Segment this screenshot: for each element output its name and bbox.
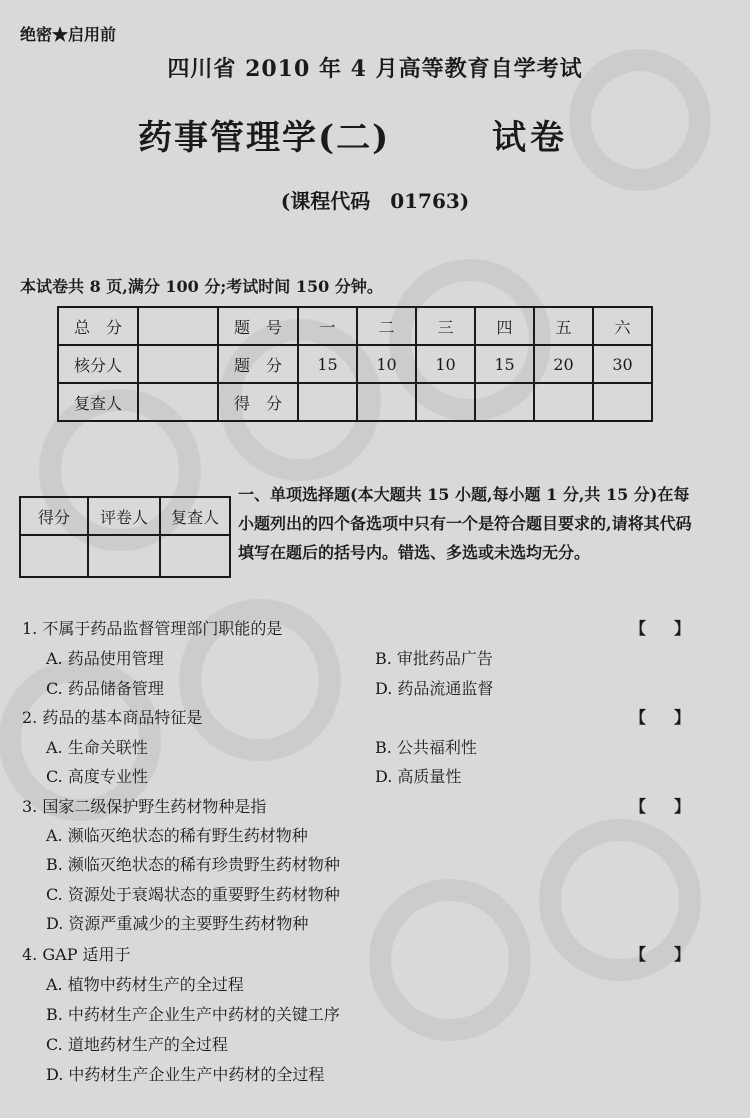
answer-bracket: 【】 — [630, 708, 719, 727]
grader-header-cell: 评卷人 — [88, 497, 160, 535]
option: C. 高度专业性 — [46, 767, 148, 786]
answer-bracket: 【】 — [630, 619, 719, 638]
grader-table-blank-row — [20, 535, 230, 577]
score-cell: 四 — [475, 307, 534, 345]
score-cell: 题 分 — [218, 345, 298, 383]
score-cell — [416, 383, 475, 421]
option: C. 药品储备管理 — [46, 679, 164, 698]
score-cell: 得 分 — [218, 383, 298, 421]
score-cell: 五 — [534, 307, 593, 345]
question-text: 1. 不属于药品监督管理部门职能的是 — [22, 619, 283, 638]
option: D. 高质量性 — [375, 767, 462, 786]
option: B. 公共福利性 — [375, 738, 477, 757]
option: C. 资源处于衰竭状态的重要野生药材物种 — [46, 885, 340, 904]
score-cell: 复查人 — [58, 383, 138, 421]
paper-label: 试卷 — [492, 118, 568, 158]
section-one-instructions: 一、单项选择题(本大题共 15 小题,每小题 1 分,共 15 分)在每小题列出的四个备选项中只有一个是符合题目要求的,请将其代码填写在题后的括号内。错选、多选或未选均无分。 — [238, 485, 692, 562]
score-cell — [138, 383, 218, 421]
score-cell: 题 号 — [218, 307, 298, 345]
score-cell: 总 分 — [58, 307, 138, 345]
score-table — [57, 306, 653, 422]
grader-header-cell: 复查人 — [160, 497, 230, 535]
score-cell — [593, 383, 652, 421]
option: B. 中药材生产企业生产中药材的关键工序 — [46, 1005, 340, 1024]
score-cell: 30 — [593, 345, 652, 383]
option: A. 药品使用管理 — [46, 649, 164, 668]
grader-blank-cell — [160, 535, 230, 577]
answer-bracket: 【】 — [630, 797, 719, 816]
score-cell: 10 — [357, 345, 416, 383]
score-cell: 10 — [416, 345, 475, 383]
score-cell: 15 — [298, 345, 357, 383]
score-table-row — [58, 307, 652, 345]
score-cell: 三 — [416, 307, 475, 345]
score-cell — [138, 307, 218, 345]
score-cell — [138, 345, 218, 383]
score-cell: 二 — [357, 307, 416, 345]
score-cell: 15 — [475, 345, 534, 383]
course-code: (课程代码 01763) — [280, 189, 470, 213]
secret-mark: 绝密★启用前 — [20, 25, 117, 44]
option: A. 濒临灭绝状态的稀有野生药材物种 — [46, 826, 308, 845]
score-cell — [357, 383, 416, 421]
option: A. 植物中药材生产的全过程 — [46, 975, 244, 994]
score-cell: 20 — [534, 345, 593, 383]
question-text: 4. GAP 适用于 — [22, 945, 131, 964]
grader-blank-cell — [20, 535, 88, 577]
score-cell — [534, 383, 593, 421]
question-text: 2. 药品的基本商品特征是 — [22, 708, 203, 727]
score-cell: 六 — [593, 307, 652, 345]
option: D. 中药材生产企业生产中药材的全过程 — [46, 1065, 325, 1084]
score-cell — [475, 383, 534, 421]
option: D. 药品流通监督 — [375, 679, 494, 698]
score-cell: 核分人 — [58, 345, 138, 383]
score-table-row — [58, 345, 652, 383]
option: B. 审批药品广告 — [375, 649, 493, 668]
grader-table-header — [20, 497, 230, 535]
question-text: 3. 国家二级保护野生药材物种是指 — [22, 797, 267, 816]
score-cell — [298, 383, 357, 421]
option: A. 生命关联性 — [46, 738, 148, 757]
exam-title: 四川省 2010 年 4 月高等教育自学考试 — [167, 56, 583, 82]
option: B. 濒临灭绝状态的稀有珍贵野生药材物种 — [46, 855, 340, 874]
subject-title: 药事管理学(二) — [138, 118, 391, 158]
option: C. 道地药材生产的全过程 — [46, 1035, 228, 1054]
grader-table — [19, 496, 231, 578]
score-table-row — [58, 383, 652, 421]
score-cell: 一 — [298, 307, 357, 345]
grader-blank-cell — [88, 535, 160, 577]
exam-info: 本试卷共 8 页,满分 100 分;考试时间 150 分钟。 — [20, 277, 383, 296]
answer-bracket: 【】 — [630, 945, 719, 964]
option: D. 资源严重减少的主要野生药材物种 — [46, 914, 309, 933]
grader-header-cell: 得分 — [20, 497, 88, 535]
